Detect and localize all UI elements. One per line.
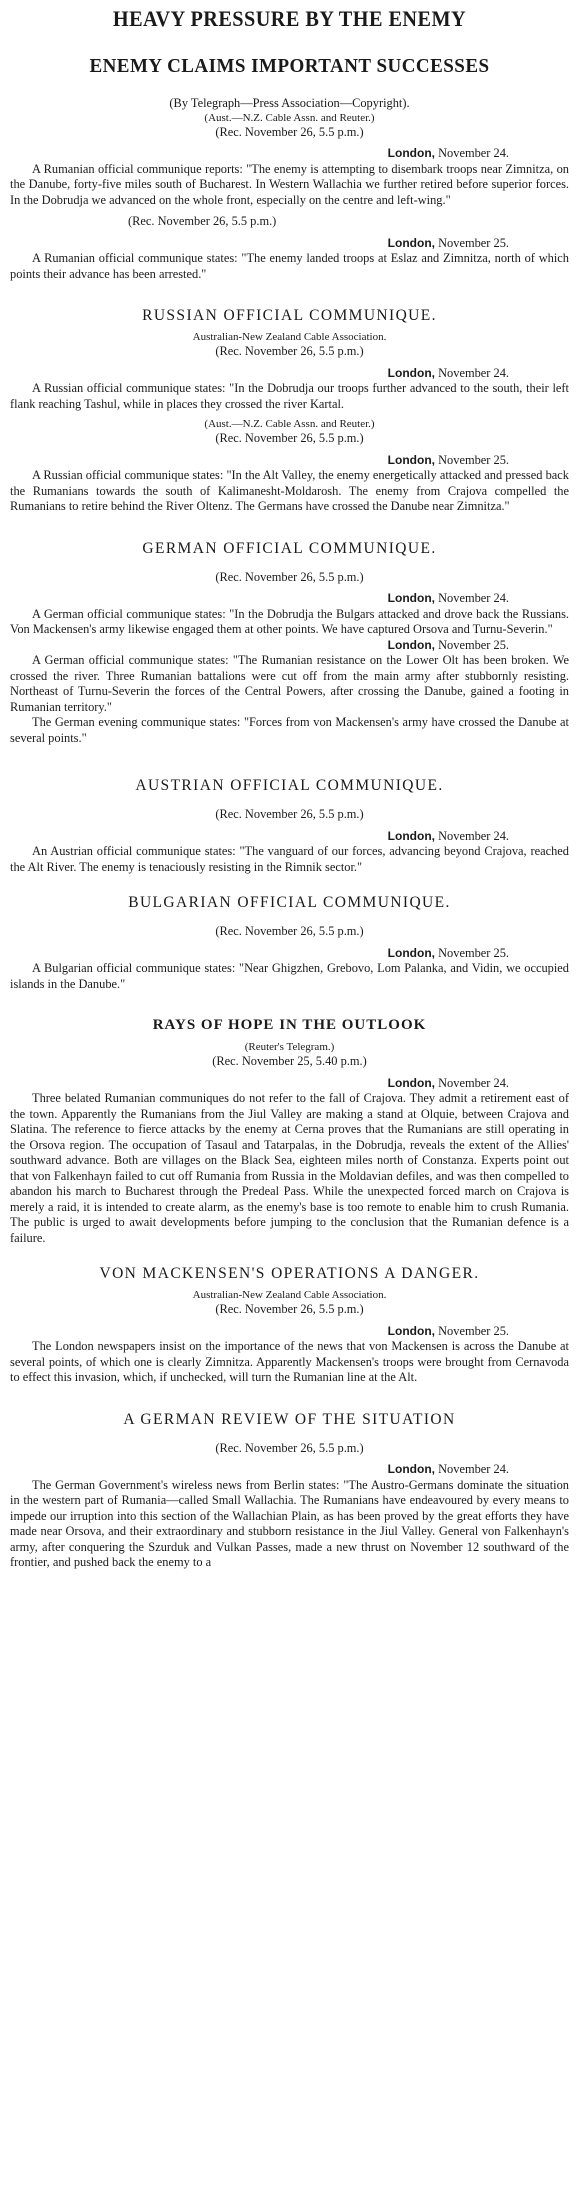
dateline: London, November 24. — [387, 146, 509, 160]
agency-credit: Australian-New Zealand Cable Association. — [192, 1289, 387, 1301]
received-time: (Rec. November 25, 5.40 p.m.) — [212, 1054, 367, 1068]
received-time: (Rec. November 26, 5.5 p.m.) — [215, 1440, 364, 1455]
agency-credit: Australian-New Zealand Cable Association. — [192, 331, 387, 343]
dateline: London, November 24. — [387, 1462, 509, 1476]
dateline: London, November 25. — [387, 945, 509, 960]
article-paragraph: A Russian official communique states: "In the Alt Valley, the enemy energetically attacked and pressed back the Rumanians towards the south of Kalimanesht-Moldarosh. The enemy from Crajova compelled the Rumanians to retire behind the River Oltenz. The Germans have crossed the Danube near Zimnitza." — [10, 468, 569, 513]
dateline: London, November 25. — [387, 637, 509, 652]
byline: (By Telegraph—Press Association—Copyright). — [169, 96, 410, 110]
section-heading-bulgarian: BULGARIAN OFFICIAL COMMUNIQUE. — [128, 894, 451, 911]
sub-headline: ENEMY CLAIMS IMPORTANT SUCCESSES — [89, 55, 490, 77]
dateline: London, November 25. — [387, 235, 509, 250]
dateline: London, November 24. — [387, 1075, 509, 1090]
received-time: (Rec. November 26, 5.5 p.m.) — [215, 344, 364, 358]
article-paragraph: A Rumanian official communique reports: "The enemy is attempting to disembark troops near Zimnitza, on the Danube, forty-five miles south of Bucharest. In Western Wallachia we further retired before superior forces. In the Dobrudja we advanced on the whole front, especially on the centre and left-wing." — [10, 161, 569, 207]
section-heading-german: GERMAN OFFICIAL COMMUNIQUE. — [142, 539, 437, 557]
section-heading-mackensen: VON MACKENSEN'S OPERATIONS A DANGER. — [99, 1265, 480, 1282]
received-time: (Rec. November 26, 5.5 p.m.) — [128, 214, 277, 228]
section-heading-austrian: AUSTRIAN OFFICIAL COMMUNIQUE. — [135, 777, 444, 794]
article-paragraph: The German evening communique states: "Forces from von Mackensen's army have crossed the Danube at several points." — [10, 715, 569, 745]
dateline: London, November 25. — [387, 1323, 509, 1338]
received-time: (Rec. November 26, 5.5 p.m.) — [215, 569, 364, 584]
article-paragraph: Three belated Rumanian communiques do not refer to the fall of Crajova. They admit a retirement east of the town. Apparently the Rumanians from the Jiul Valley are making a stand at Olquie, between Crajova and Slatina. The reference to fierce attacks by the enemy at Cerna proves that the Rumanians are still operating in the Orsova region. The occupation of Tasaul and Tatarpalas, in the Dobrudja, reveals the extent of the Allies' southward advance. Both are villages on the Black Sea, eighteen miles north of Constanza. Experts point out that von Falkenhayn failed to cut off Rumania from Russia in the Moldavian defiles, and was then compelled to abandon his march to Bucharest through the Predeal Pass. While the unexpected forced march on Crajova is merely a raid, it is intended to create alarm, as the enemy's base is too remote to enable him to crush Rumania. The public is urged to await developments before jumping to the conclusion that the Rumanian defence is a failure. — [10, 1091, 569, 1245]
received-time: (Rec. November 26, 5.5 p.m.) — [215, 807, 364, 821]
article-paragraph: A Bulgarian official communique states: "Near Ghigzhen, Grebovo, Lom Palanka, and Vidin, we occupied islands in the Danube." — [10, 961, 569, 991]
article-paragraph: A Rumanian official communique states: "The enemy landed troops at Eslaz and Zimnitza, north of which points their advance has been arrested." — [10, 251, 569, 281]
received-time: (Rec. November 26, 5.5 p.m.) — [215, 124, 364, 139]
section-heading-hope: RAYS OF HOPE IN THE OUTLOOK — [152, 1017, 427, 1033]
dateline: London, November 24. — [387, 591, 509, 605]
received-time: (Rec. November 26, 5.5 p.m.) — [215, 431, 364, 445]
main-headline: HEAVY PRESSURE BY THE ENEMY — [112, 6, 467, 31]
article-paragraph: A Russian official communique states: "In the Dobrudja our troops further advanced to the south, their left flank reaching Tashul, while in places they crossed the river Kartal. — [10, 381, 569, 411]
article-paragraph: A German official communique states: "The Rumanian resistance on the Lower Olt has been broken. We crossed the river. Three Rumanian battalions were cut off from the main army after stubbornly resisting. Northeast of Turnu-Severin the forces of the Central Powers, after crossing the Danube, gained a footing in Rumanian territory." — [10, 653, 569, 714]
received-time: (Rec. November 26, 5.5 p.m.) — [215, 924, 364, 938]
dateline: London, November 24. — [387, 365, 509, 380]
article-paragraph: A German official communique states: "In the Dobrudja the Bulgars attacked and drove back the Russians. Von Mackensen's army likewise engaged them at other points. We have captured Orsova and Turnu-Severin." — [10, 606, 569, 636]
received-time: (Rec. November 26, 5.5 p.m.) — [215, 1302, 364, 1316]
article-paragraph: An Austrian official communique states: "The vanguard of our forces, advancing beyond Crajova, reached the Alt River. The enemy is tenaciously resisting in the Rimnik sector." — [10, 844, 569, 874]
agency-credit: (Reuter's Telegram.) — [244, 1041, 335, 1053]
agency-credit: (Aust.—N.Z. Cable Assn. and Reuter.) — [204, 111, 375, 124]
section-heading-russian: RUSSIAN OFFICIAL COMMUNIQUE. — [142, 307, 437, 324]
dateline: London, November 25. — [387, 452, 509, 467]
dateline: London, November 24. — [387, 828, 509, 843]
article-paragraph: The German Government's wireless news from Berlin states: "The Austro-Germans dominate the situation in the western part of Rumania—called Small Wallachia. The Rumanians have endeavoured by every means to impede our irruption into this section of the Wallachian Plain, as has been proved by the great efforts they have made near Orsova, and their extraordinary and stubborn resistance in the Jiul Valley. General von Falkenhayn's army, after conquering the Szurduk and Vulkan Passes, made a new thrust on November 12 southward of the frontier, and pushed back the enemy to a — [10, 1477, 569, 1569]
section-heading-review: A GERMAN REVIEW OF THE SITUATION — [123, 1410, 456, 1428]
article-paragraph: The London newspapers insist on the importance of the news that von Mackensen is across the Danube at several points, of which one is clearly Zimnitza. Apparently Mackensen's troops were brought from Cernavoda to effect this invasion, which, if unchecked, will turn the Rumanian line at the Alt. — [10, 1339, 569, 1384]
agency-credit: (Aust.—N.Z. Cable Assn. and Reuter.) — [204, 418, 375, 430]
